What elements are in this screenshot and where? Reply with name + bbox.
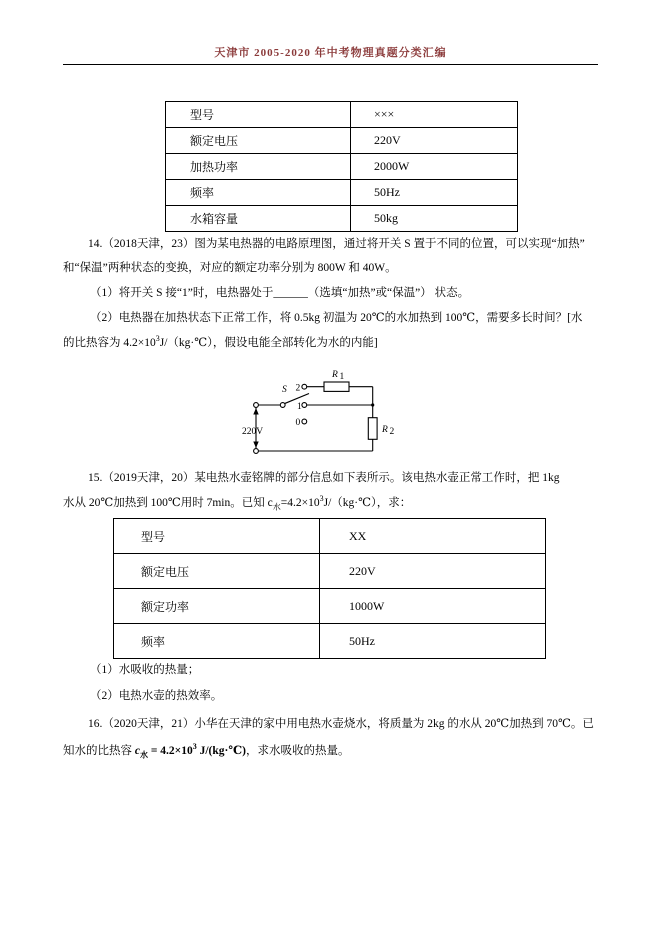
table-row: [114, 519, 546, 554]
table-row: [114, 589, 546, 624]
arrow-up-icon: [253, 408, 258, 415]
source-terminal-top: [254, 403, 259, 408]
formula: [134, 742, 246, 760]
table-row: [166, 180, 518, 206]
spec-value: 220V: [351, 128, 518, 154]
table-row: [114, 554, 546, 589]
contact-1-terminal: [302, 403, 307, 408]
exponent: 3: [155, 334, 160, 344]
text-segment: J/(kg·℃): [196, 745, 246, 757]
table-row: [114, 624, 546, 659]
exponent: 3: [192, 742, 197, 752]
table-row: [166, 206, 518, 232]
text-segment: = 4.2×10: [147, 745, 193, 757]
question-15-line-2: [63, 496, 623, 510]
question-15-item-2: （2）电热水壶的热效率。: [90, 690, 223, 702]
formula-symbol: c: [134, 745, 140, 757]
subscript: 水: [139, 750, 148, 760]
spec-value: 220V: [320, 554, 546, 589]
text-segment: =4.2×10: [280, 497, 320, 509]
spec-label: 型号: [114, 519, 320, 554]
question-16-line-2: [63, 744, 623, 758]
heater-spec-table: [165, 101, 518, 232]
junction-dot: [371, 403, 374, 406]
switch-pivot-terminal: [280, 403, 285, 408]
page-title: 天津市 2005-2020 年中考物理真题分类汇编: [214, 47, 447, 59]
spec-label: 额定电压: [166, 128, 351, 154]
spec-value: 2000W: [351, 154, 518, 180]
text-segment: 知水的比热容: [63, 745, 135, 757]
spec-value: 50Hz: [320, 624, 546, 659]
question-16-line-1: 16.（2020天津，21）小华在天津的家中用电热水壶烧水，将质量为 2kg 的水从 20℃加热到 70℃。已: [88, 718, 594, 730]
question-14-item-2-line-2: [63, 336, 623, 350]
spec-value: 50kg: [351, 206, 518, 232]
contact-1-label: 1: [297, 402, 302, 412]
spec-label: 额定功率: [114, 589, 320, 624]
resistor-r1-label: R: [332, 370, 338, 380]
spec-label: 频率: [114, 624, 320, 659]
resistor-r2-label: R: [382, 425, 388, 435]
resistor-r1: [324, 382, 349, 391]
subscript: 水: [272, 502, 281, 512]
text-segment: ，求水吸收的热量。: [245, 745, 350, 757]
table-row: [166, 154, 518, 180]
spec-label: 频率: [166, 180, 351, 206]
contact-0-label: 0: [295, 418, 301, 428]
spec-value: ×××: [351, 102, 518, 128]
question-15-item-1: （1）水吸收的热量；: [90, 664, 200, 676]
resistor-r1-subscript: 1: [339, 372, 345, 382]
table-row: [166, 128, 518, 154]
question-15-line-1: 15.（2019天津，20）某电热水壶铭牌的部分信息如下表所示。该电热水壶正常工作时，把 1kg: [88, 472, 560, 484]
contact-2-label: 2: [295, 383, 301, 394]
question-14-item-2-line-1: （2）电热器在加热状态下正常工作，将 0.5kg 初温为 20℃的水加热到 100℃，需要多长时间？[水: [90, 312, 583, 324]
table-row: [166, 102, 518, 128]
question-14-line-1: 14.（2018天津，23）图为某电热器的电路原理图，通过将开关 S 置于不同的位置，可以实现“加热”: [88, 238, 585, 250]
question-14-item-1: （1）将开关 S 接“1”时，电热器处于______（选填“加热”或“保温”） 状态。: [90, 287, 470, 299]
kettle-spec-table: [113, 518, 546, 659]
resistor-r2-subscript: 2: [389, 427, 395, 437]
voltage-label: 220V: [242, 427, 264, 437]
source-terminal-bottom: [254, 449, 259, 454]
spec-value: XX: [320, 519, 546, 554]
spec-value: 1000W: [320, 589, 546, 624]
spec-label: 加热功率: [166, 154, 351, 180]
contact-2-terminal: [302, 384, 307, 389]
contact-0-terminal: [302, 419, 307, 424]
circuit-diagram: [236, 361, 411, 466]
text-segment: 水从 20℃加热到 100℃用时 7min。已知 c: [63, 497, 273, 509]
switch-label: S: [282, 385, 287, 395]
header-divider: [63, 64, 598, 65]
spec-label: 型号: [166, 102, 351, 128]
text-segment: 的比热容为 4.2×10: [63, 337, 156, 349]
arrow-down-icon: [253, 442, 258, 449]
spec-label: 额定电压: [114, 554, 320, 589]
text-segment: J/（kg·℃），求：: [323, 497, 412, 509]
exponent: 3: [319, 494, 324, 504]
spec-value: 50Hz: [351, 180, 518, 206]
question-14-line-2: 和“保温”两种状态的变换，对应的额定功率分别为 800W 和 40W。: [63, 262, 397, 274]
text-segment: J/（kg·℃），假设电能全部转化为水的内能]: [159, 337, 378, 349]
spec-label: 水箱容量: [166, 206, 351, 232]
resistor-r2: [368, 418, 377, 440]
